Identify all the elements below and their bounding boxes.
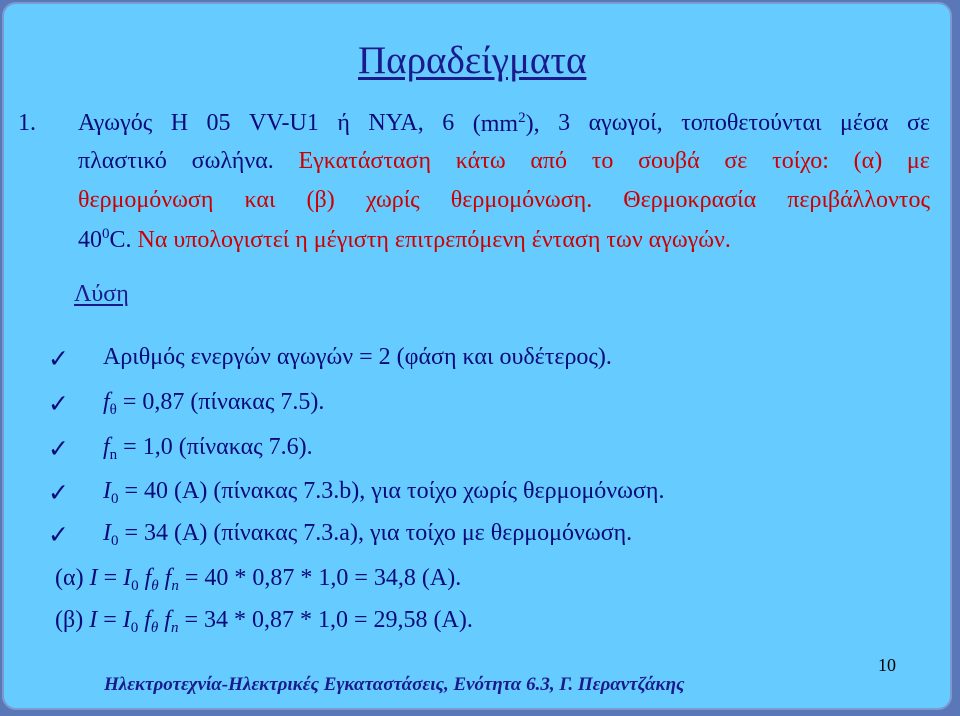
check-icon: ✓ <box>48 436 69 463</box>
page-number: 10 <box>878 655 896 675</box>
check-icon: ✓ <box>48 480 69 507</box>
bullet-2: $f_\theta = 0,87$ (πίνακας 7.5). <box>103 389 325 418</box>
problem-line-3: θερμομόνωση και (β) χωρίς θερμομόνωση. Θερμοκρασία περιβάλλοντος <box>78 187 930 213</box>
problem-line-2: πλαστικό σωλήνα. Εγκατάσταση κάτω από το σουβά σε τοίχο: (α) με <box>78 148 930 174</box>
bullet-5: $I_0 = 34$ (Α) (πίνακας 7.3.a), για τοίχο με θερμομόνωση. <box>103 520 633 549</box>
problem-line-4: $40^0C$. Να υπολογιστεί η μέγιστη επιτρεπόμενη ένταση των αγωγών. <box>78 226 731 253</box>
bullet-1: Αριθμός ενεργών αγωγών = 2 (φάση και ουδέτερος). <box>103 344 612 370</box>
solution-heading: Λύση <box>74 281 129 307</box>
problem-question: Να υπολογιστεί η μέγιστη επιτρεπόμενη ένταση των αγωγών. <box>137 227 731 253</box>
problem-line-1: Αγωγός Η 05 VV-U1 ή NYA, 6 $(mm^2)$, 3 αγωγοί, τοποθετούνται μέσα σε <box>78 110 930 137</box>
footer-text: Ηλεκτροτεχνία-Ηλεκτρικές Εγκαταστάσεις, Ενότητα 6.3, Γ. Περαντζάκης <box>104 674 685 695</box>
check-icon: ✓ <box>48 391 69 418</box>
problem-number: 1. <box>18 110 36 136</box>
bullet-3: $f_n = 1,0$ (πίνακας 7.6). <box>103 434 313 463</box>
check-icon: ✓ <box>48 346 69 373</box>
formula-b: (β) $I = I_0$ $f_\theta$ $f_n = 34 * 0,87 * 1,0 = 29,58$ (Α). <box>55 607 473 636</box>
slide-title: Παραδείγματα <box>358 39 587 82</box>
bullet-4: $I_0 = 40$ (Α) (πίνακας 7.3.b), για τοίχο χωρίς θερμομόνωση. <box>103 478 665 507</box>
formula-a: (α) $I = I_0$ $f_\theta$ $f_n = 40 * 0,87 * 1,0 = 34,8$ (Α). <box>55 565 462 594</box>
check-icon: ✓ <box>48 522 69 549</box>
